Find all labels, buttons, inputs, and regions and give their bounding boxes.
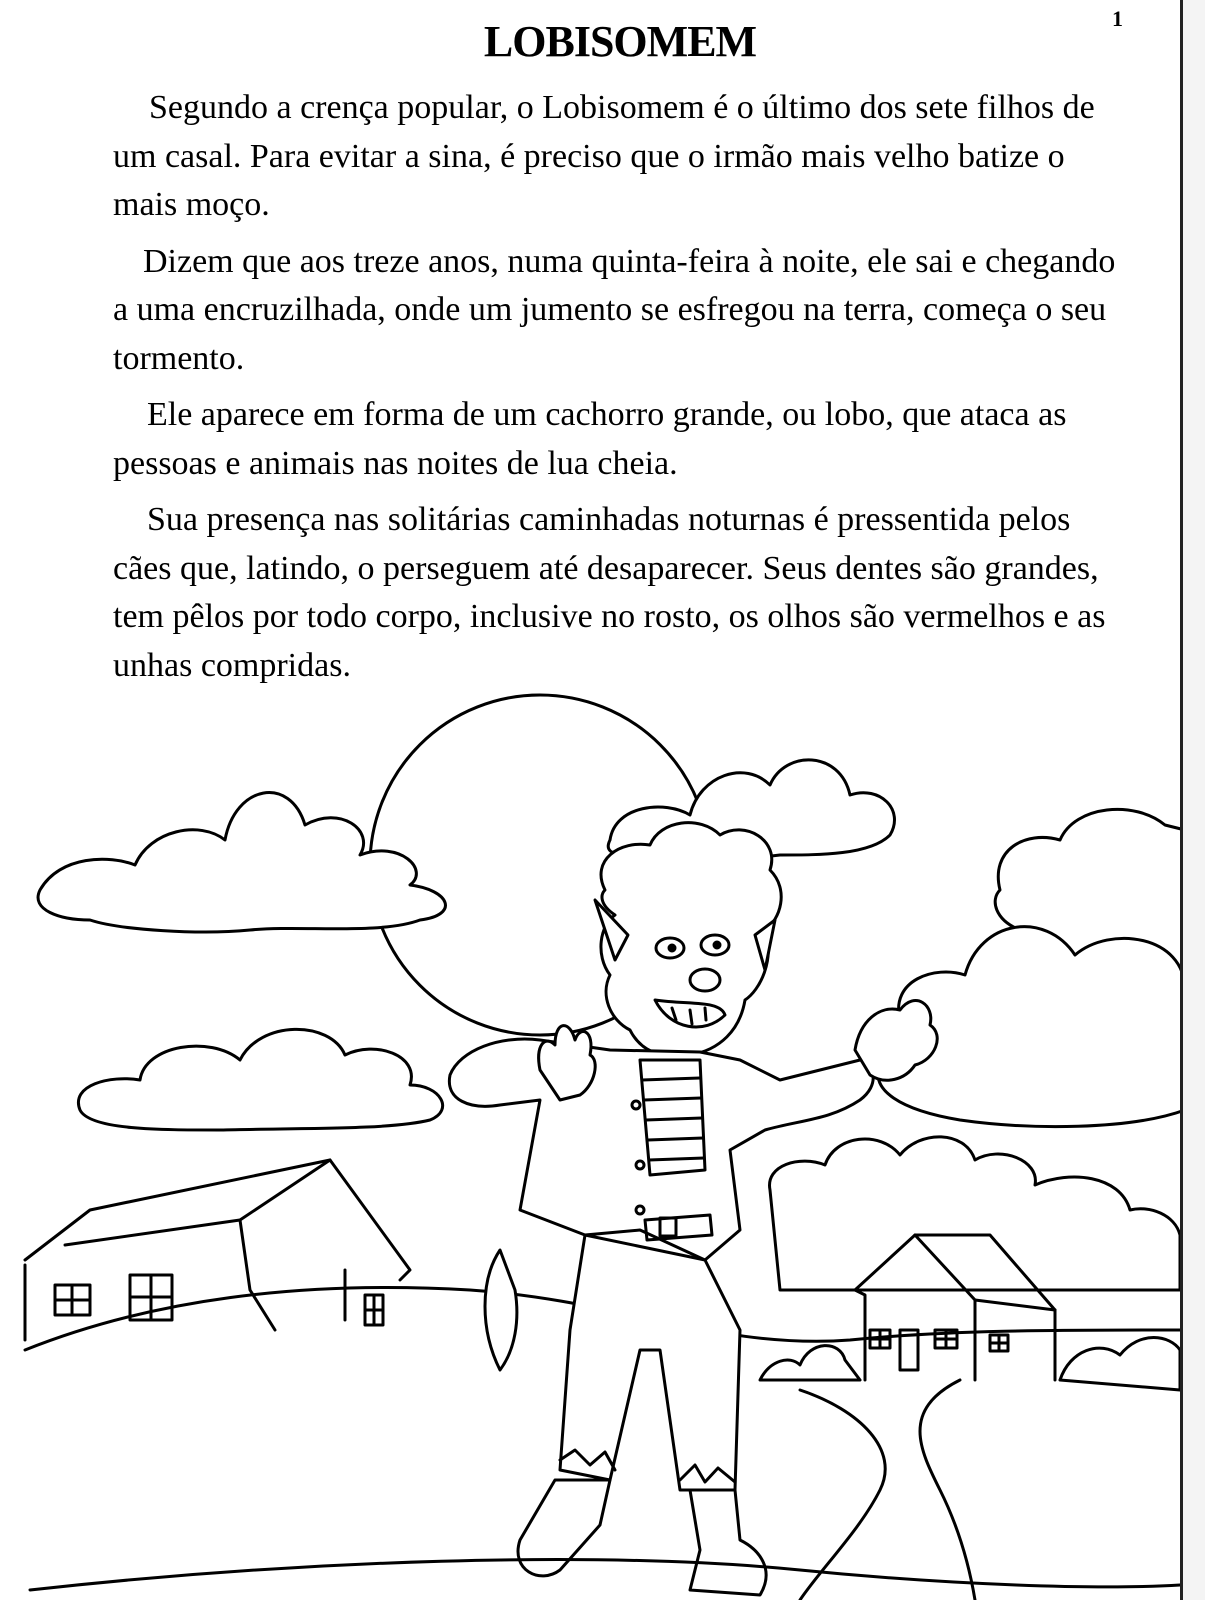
- paragraph-1: Segundo a crença popular, o Lobisomem é o último dos sete filhos de um casal. Para evitar a sina, é preciso que o irmão mais velho batize o mais moço.: [113, 89, 1095, 223]
- left-house-icon: [25, 1160, 410, 1340]
- background-clouds-icon: [770, 1137, 1180, 1290]
- paragraph-4: Sua presença nas solitárias caminhadas noturnas é pressentida pelos cães que, latindo, o perseguem até desaparecer. Seus dentes são grandes, tem pêlos por todo corpo, inclusive no rosto, os olhos são vermelhos e as unhas compridas.: [113, 501, 1106, 684]
- page-number: 1: [1112, 6, 1123, 31]
- paragraph-2: Dizem que aos treze anos, numa quinta-feira à noite, ele sai e chegando a uma encruzilhada, onde um jumento se esfregou na terra, começa o seu tormento.: [113, 242, 1116, 377]
- bushes-icon: [760, 1338, 1180, 1391]
- page-title: LOBISOMEM: [483, 17, 757, 66]
- road-icon: [800, 1390, 885, 1600]
- werewolf-illustration: [0, 690, 1205, 1600]
- story-text: [113, 84, 1123, 698]
- paragraph-3: Ele aparece em forma de um cachorro grande, ou lobo, que ataca as pessoas e animais nas noites de lua cheia.: [113, 396, 1067, 482]
- page-edge-shadow: [1180, 0, 1205, 1600]
- hill-foreground: [30, 1560, 1180, 1590]
- nose-icon: [690, 969, 720, 991]
- lower-left-cloud-icon: [78, 1029, 442, 1130]
